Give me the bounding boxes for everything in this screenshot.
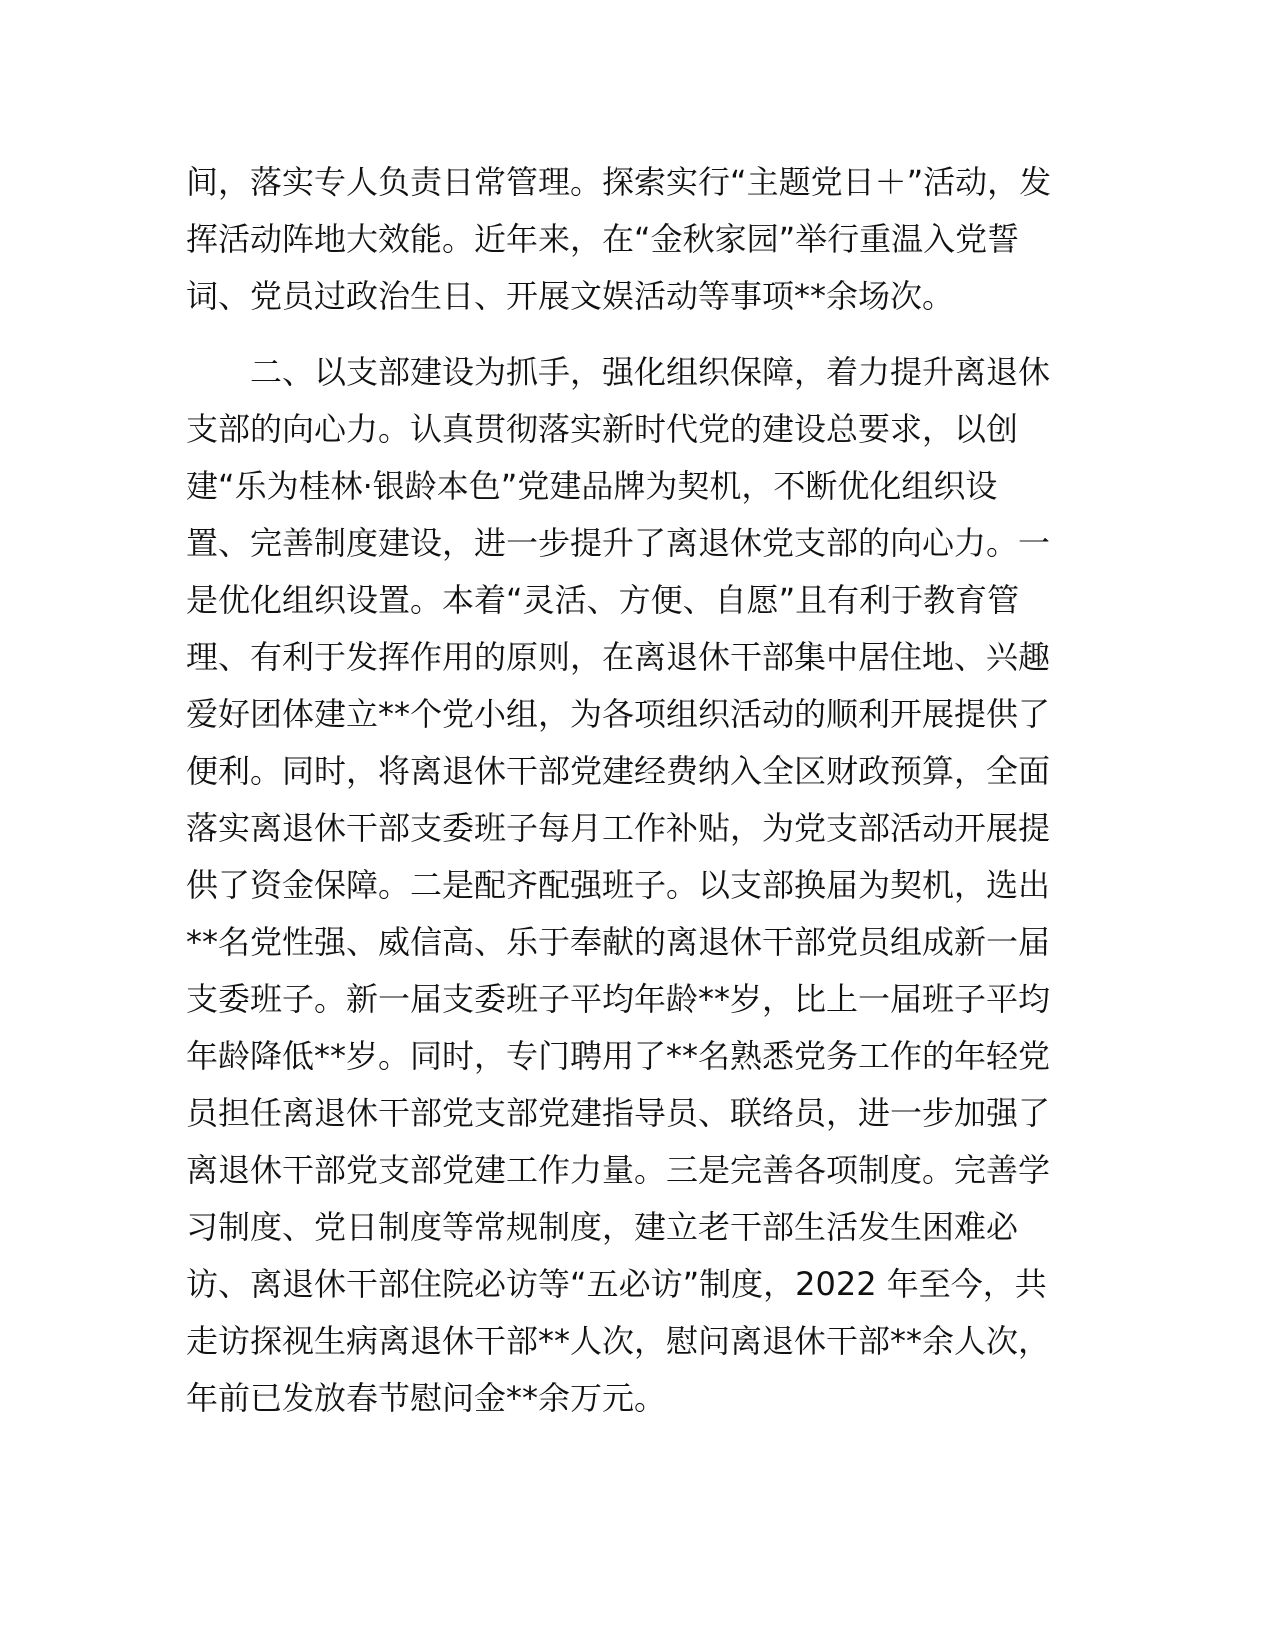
text-line: 员担任离退休干部党支部党建指导员、联络员，进一步加强了: [186, 1094, 1051, 1132]
text-line: 年前已发放春节慰问金**余万元。: [186, 1379, 667, 1417]
text-line: 二、以支部建设为抓手，强化组织保障，着力提升离退休: [250, 353, 1051, 391]
text-line: 爱好团体建立**个党小组，为各项组织活动的顺利开展提供了: [186, 695, 1051, 733]
paragraph-1: [186, 154, 1091, 325]
paragraph-2: [186, 344, 1091, 1427]
text-line: 支部的向心力。认真贯彻落实新时代党的建设总要求，以创: [186, 410, 1019, 448]
text-line: 词、党员过政治生日、开展文娱活动等事项**余场次。: [186, 277, 955, 315]
text-line: 供了资金保障。二是配齐配强班子。以支部换届为契机，选出: [186, 866, 1051, 904]
text-line: **名党性强、威信高、乐于奉献的离退休干部党员组成新一届: [186, 923, 1051, 961]
text-line: 访、离退休干部住院必访等“五必访”制度，2022 年至今，共: [186, 1265, 1047, 1303]
text-line: 支委班子。新一届支委班子平均年龄**岁，比上一届班子平均: [186, 980, 1051, 1018]
text-line: 挥活动阵地大效能。近年来，在“金秋家园”举行重温入党誓: [186, 220, 1020, 258]
text-line: 离退休干部党支部党建工作力量。三是完善各项制度。完善学: [186, 1151, 1051, 1189]
text-line: 建“乐为桂林·银龄本色”党建品牌为契机，不断优化组织设: [186, 467, 998, 505]
body-text: [186, 154, 1091, 1427]
text-line: 落实离退休干部支委班子每月工作补贴，为党支部活动开展提: [186, 809, 1051, 847]
text-line: 是优化组织设置。本着“灵活、方便、自愿”且有利于教育管: [186, 581, 1020, 619]
text-line: 间，落实专人负责日常管理。探索实行“主题党日＋”活动，发: [186, 163, 1052, 201]
text-line: 置、完善制度建设，进一步提升了离退休党支部的向心力。一: [186, 524, 1051, 562]
text-line: 便利。同时，将离退休干部党建经费纳入全区财政预算，全面: [186, 752, 1051, 790]
paragraph-spacer: [186, 325, 1091, 344]
text-line: 走访探视生病离退休干部**人次，慰问离退休干部**余人次，: [186, 1322, 1051, 1360]
text-line: 理、有利于发挥作用的原则，在离退休干部集中居住地、兴趣: [186, 638, 1051, 676]
text-line: 年龄降低**岁。同时，专门聘用了**名熟悉党务工作的年轻党: [186, 1037, 1051, 1075]
text-line: 习制度、党日制度等常规制度，建立老干部生活发生困难必: [186, 1208, 1019, 1246]
